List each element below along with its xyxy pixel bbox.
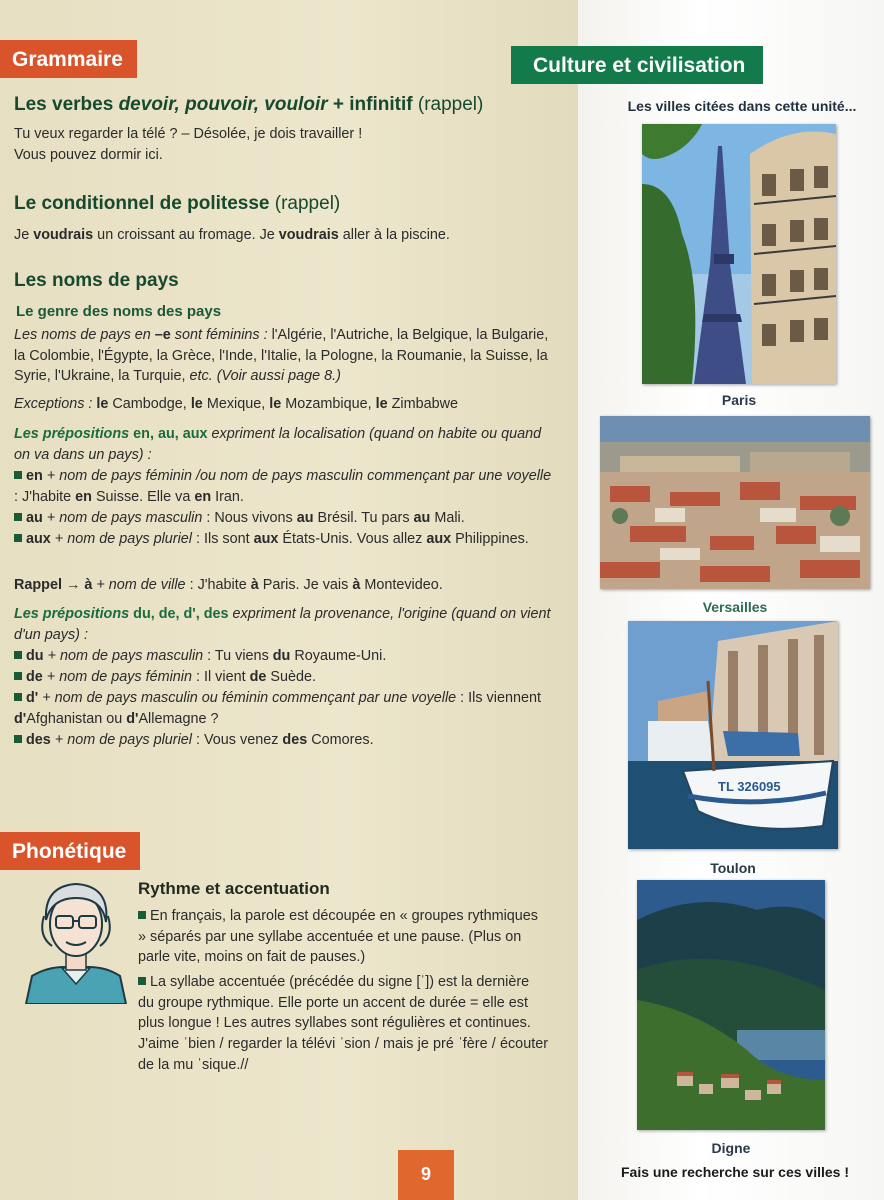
- bullet-square-icon: [14, 651, 22, 659]
- photo-digne: [637, 880, 825, 1130]
- prepositions-provenance: Les prépositions du, de, d', des expriment la provenance, l'origine (quand on vient d'un pays) :: [14, 606, 551, 643]
- caption-digne: Digne: [711, 1140, 751, 1156]
- photo-paris: [642, 124, 836, 384]
- exceptions-line: Exceptions : le Cambodge, le Mexique, le Mozambique, le Zimbabwe: [14, 396, 459, 412]
- phonetique-paragraph-2: La syllabe accentuée (précédée du signe [ˈ]) est la dernière du groupe rythmique. Elle porte un accent de durée = elle est plus longue ! Les autres syllabes sont régulières et continues.: [138, 974, 531, 1031]
- genre-paragraph: Les noms de pays en –e sont féminins : l'Algérie, l'Autriche, la Belgique, la Bulgarie, la Colombie, l'Égypte, la Grèce, l'Inde, l'Italie, la Pologne, la Roumanie, la Suisse, la Syrie, l'Ukraine, la Turquie, etc. (Voir aussi page 8.): [14, 327, 549, 384]
- boat-registration: TL 326095: [718, 779, 781, 794]
- rule-aux: aux + nom de pays pluriel : Ils sont aux États-Unis. Vous allez aux Philippines.: [14, 529, 554, 550]
- section-title-noms-de-pays: Les noms de pays: [14, 270, 179, 291]
- culture-intro: Les villes citées dans cette unité...: [627, 98, 857, 114]
- phonetique-tag: Phonétique: [0, 832, 140, 870]
- photo-versailles: [600, 416, 870, 589]
- grammaire-tag: Grammaire: [0, 40, 137, 78]
- rule-de: de + nom de pays féminin : Il vient de Suède.: [14, 667, 554, 688]
- prepositions-localisation: Les prépositions en, au, aux expriment la localisation (quand on habite ou quand on va dans un pays) :: [14, 426, 542, 463]
- rule-rappel-a: Rappel → à + nom de ville : J'habite à Paris. Je vais à Montevideo.: [14, 577, 443, 593]
- conditionnel-example: Je voudrais un croissant au fromage. Je voudrais aller à la piscine.: [14, 227, 450, 243]
- bullet-square-icon: [138, 977, 146, 985]
- section-title-verbes: Les verbes devoir, pouvoir, vouloir + infinitif (rappel): [14, 94, 484, 115]
- bullet-square-icon: [14, 513, 22, 521]
- caption-toulon: Toulon: [710, 860, 756, 876]
- rule-en: en + nom de pays féminin /ou nom de pays masculin commençant par une voyelle : J'habite en Suisse. Elle va en Iran.: [14, 468, 552, 505]
- page-number: 9: [398, 1150, 454, 1200]
- phonetique-title: Rythme et accentuation: [138, 879, 330, 898]
- rule-d-apostrophe: d' + nom de pays masculin ou féminin commençant par une voyelle : Ils viennent d'Afghanistan ou d'Allemagne ?: [14, 690, 541, 727]
- section-title-conditionnel: Le conditionnel de politesse (rappel): [14, 193, 341, 214]
- verbes-examples: Tu veux regarder la télé ? – Désolée, je dois travailler ! Vous pouvez dormir ici.: [14, 126, 363, 163]
- culture-footer: Fais une recherche sur ces villes !: [620, 1164, 849, 1180]
- culture-tag: Culture et civilisation: [511, 46, 763, 84]
- bullet-square-icon: [14, 672, 22, 680]
- bullet-square-icon: [138, 911, 146, 919]
- bullet-square-icon: [14, 471, 22, 479]
- teacher-illustration: [22, 876, 130, 1004]
- rule-des: des + nom de pays pluriel : Vous venez des Comores.: [14, 730, 554, 751]
- subtitle-genre: Le genre des noms des pays: [16, 303, 222, 320]
- phonetique-paragraph-1: En français, la parole est découpée en « groupes rythmiques » séparés par une syllabe accentuée et une pause. (Plus on parle vite, moins on fait de pauses.): [138, 908, 538, 965]
- rule-au: au + nom de pays masculin : Nous vivons au Brésil. Tu pars au Mali.: [14, 508, 554, 529]
- caption-paris: Paris: [721, 392, 757, 408]
- bullet-square-icon: [14, 534, 22, 542]
- photo-toulon: [628, 621, 838, 849]
- rule-du: du + nom de pays masculin : Tu viens du Royaume-Uni.: [14, 646, 554, 667]
- bullet-square-icon: [14, 735, 22, 743]
- caption-versailles: Versailles: [702, 599, 768, 615]
- phonetique-example: J'aime ˈbien / regarder la télévi ˈsion / mais je pré ˈfère / écouter de la mu ˈsique.//: [138, 1036, 548, 1073]
- bullet-square-icon: [14, 693, 22, 701]
